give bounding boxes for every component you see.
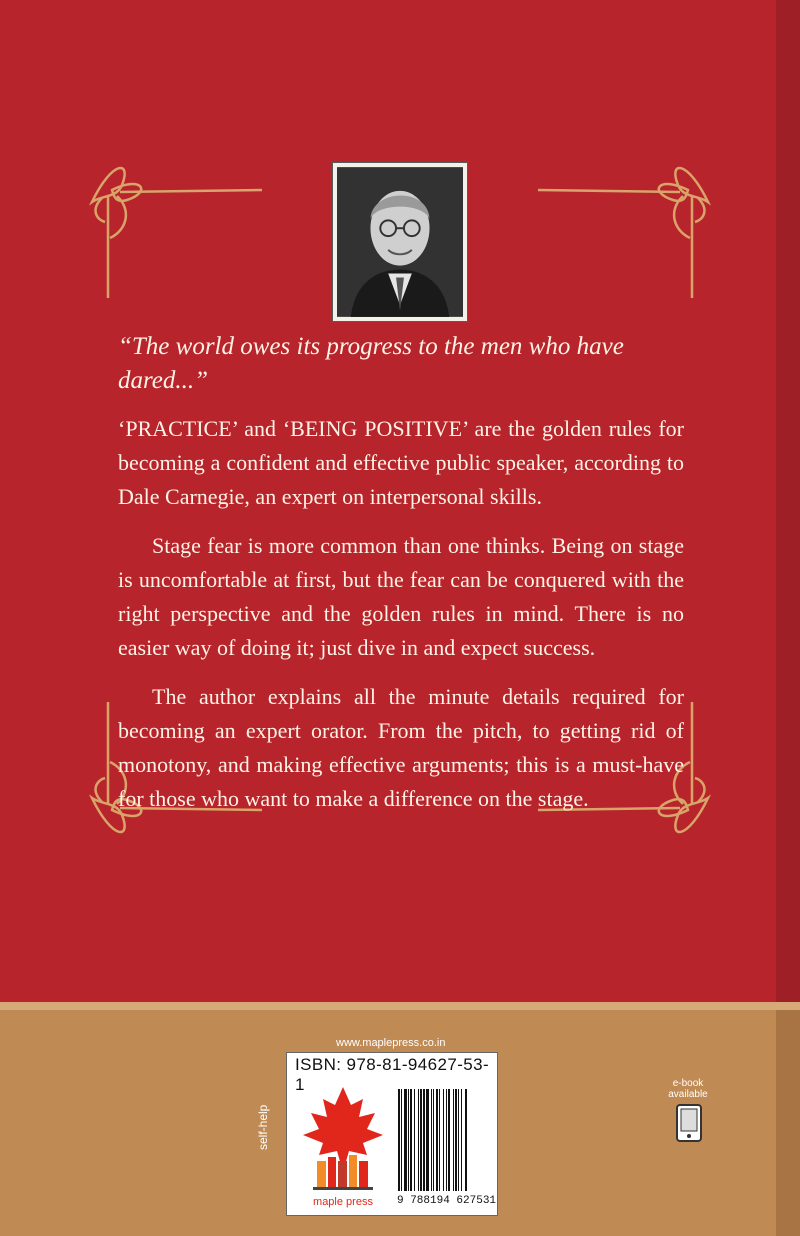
barcode-bar: [446, 1089, 447, 1191]
barcode-bar: [453, 1089, 454, 1191]
barcode-bar: [436, 1089, 438, 1191]
barcode-bar: [414, 1089, 415, 1191]
ereader-icon: [676, 1104, 702, 1142]
ebook-label-line: available: [668, 1089, 708, 1100]
author-portrait: [332, 162, 468, 322]
barcode-bar: [439, 1089, 440, 1191]
ebook-label-line: e-book: [672, 1078, 704, 1089]
barcode-bar: [465, 1089, 467, 1191]
blurb: [118, 330, 684, 831]
barcode-bar: [420, 1089, 422, 1191]
barcode-bar: [458, 1089, 459, 1191]
blurb-paragraph: ‘PRACTICE’ and ‘BEING POSITIVE’ are the golden rules for becoming a confident and effective public speaker, according to Dale Carnegie, an expert on interpersonal skills.: [118, 416, 684, 509]
band-spine-edge: [776, 1010, 800, 1236]
isbn-box: [286, 1052, 498, 1216]
publisher-website: www.maplepress.co.in: [336, 1037, 446, 1049]
ebook-label: [666, 1078, 710, 1100]
barcode-bar: [455, 1089, 457, 1191]
barcode: [397, 1089, 493, 1191]
barcode-bar: [423, 1089, 425, 1191]
barcode-bar: [404, 1089, 407, 1191]
barcode-bar: [408, 1089, 409, 1191]
barcode-bar: [398, 1089, 400, 1191]
barcode-bar: [433, 1089, 434, 1191]
ribbon-corner-top-left-icon: [72, 150, 282, 300]
band-divider: [0, 1002, 800, 1010]
maple-press-logo: [293, 1081, 393, 1211]
isbn: ISBN: 978-81-94627-53-1: [295, 1055, 490, 1094]
blurb-paragraph: The author explains all the minute details required for becoming an expert orator. From the pitch, to getting rid of monotony, and making effective arguments; this is a must-have for those who want to make a difference on the stage.: [118, 684, 684, 811]
barcode-bar: [443, 1089, 444, 1191]
ribbon-corner-top-right-icon: [518, 150, 728, 300]
quote: “The world owes its progress to the men who have dared...”: [118, 333, 624, 394]
barcode-bar: [410, 1089, 412, 1191]
barcode-bar: [431, 1089, 432, 1191]
barcode-digits: 9 788194 627531: [397, 1195, 497, 1207]
barcode-bar: [401, 1089, 402, 1191]
category-label: self-help: [256, 1104, 270, 1150]
barcode-bar: [418, 1089, 419, 1191]
blurb-paragraph: Stage fear is more common than one thinks. Being on stage is uncomfortable at first, but the fear can be conquered with the right perspective and the golden rules in mind. There is no easier way of doing it; just dive in and expect success.: [118, 533, 684, 660]
barcode-bar: [448, 1089, 450, 1191]
barcode-bar: [461, 1089, 462, 1191]
barcode-bar: [426, 1089, 429, 1191]
logo-text: maple press: [313, 1196, 373, 1208]
